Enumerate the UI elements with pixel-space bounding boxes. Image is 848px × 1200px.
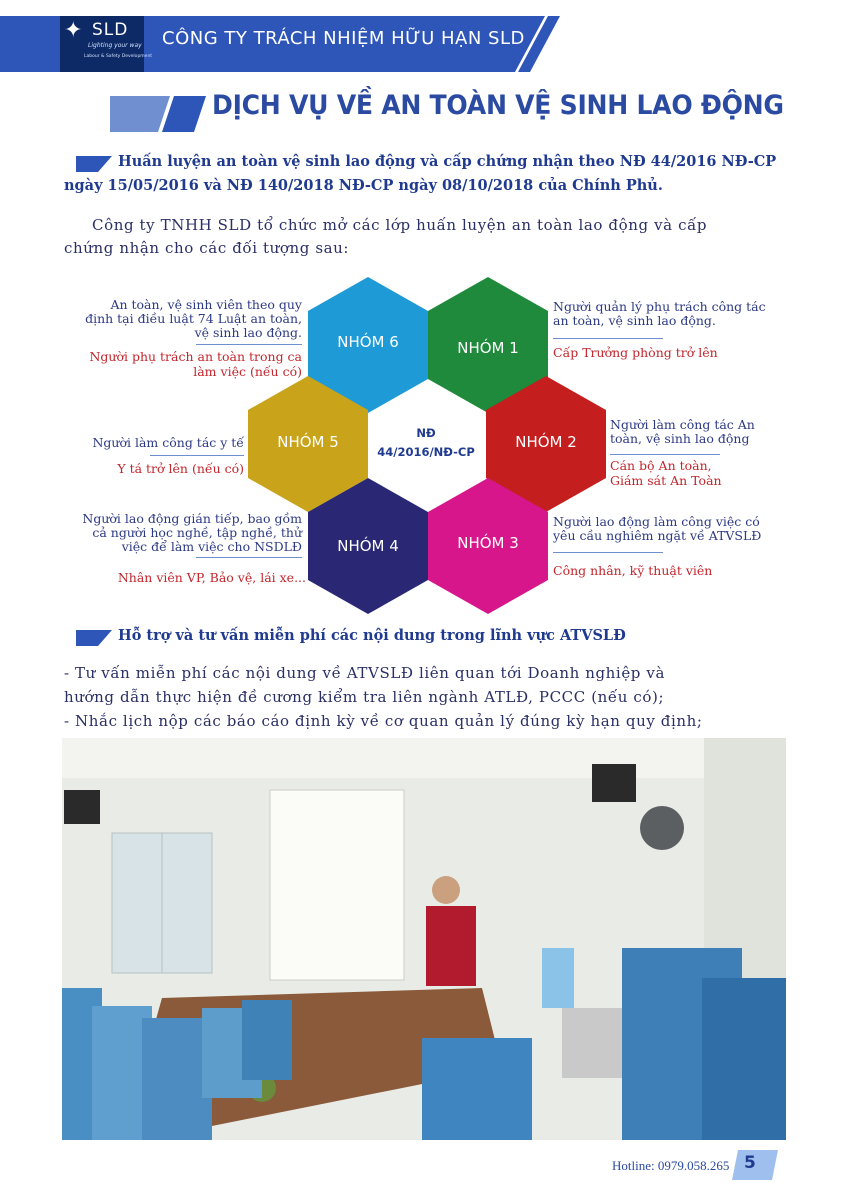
group-1-role: Cấp Trưởng phòng trở lên (553, 345, 718, 360)
hex-group-1-label: NHÓM 1 (457, 339, 519, 357)
intro-text-cont: chứng nhận cho các đối tượng sau: (64, 239, 350, 257)
logo-tagline: Lighting your way (88, 42, 142, 49)
divider (610, 454, 720, 455)
company-name: CÔNG TY TRÁCH NHIỆM HỮU HẠN SLD (162, 28, 525, 49)
group-5-role: Y tá trở lên (nếu có) (117, 461, 244, 476)
section-marker-icon (76, 154, 116, 174)
hex-group-3-label: NHÓM 3 (457, 534, 519, 552)
group-2-role: Cán bộ An toàn, Giám sát An Toàn (610, 458, 722, 488)
intro-text: Công ty TNHH SLD tổ chức mở các lớp huấn luyện an toàn lao động và cấp (92, 216, 708, 234)
group-3-role: Công nhân, kỹ thuật viên (553, 563, 713, 578)
group-4-description: Người lao động gián tiếp, bao gồm cả người học nghề, tập nghề, thử việc để làm việc cho NSDLĐ (82, 511, 302, 554)
section1-heading-cont: ngày 15/05/2016 và NĐ 140/2018 NĐ-CP ngày 08/10/2018 của Chính Phủ. (64, 177, 663, 194)
section2-heading: Hỗ trợ và tư vấn miễn phí các nội dung trong lĩnh vực ATVSLĐ (118, 627, 626, 644)
support-item-1: - Tư vấn miễn phí các nội dung về ATVSLĐ liên quan tới Doanh nghiệp và (64, 664, 665, 682)
group-5-description: Người làm công tác y tế (92, 435, 244, 450)
center-label-line2: 44/2016/NĐ-CP (377, 445, 475, 459)
divider (196, 344, 302, 345)
star-icon: ✦ (64, 18, 83, 43)
divider (196, 557, 302, 558)
hex-group-4-label: NHÓM 4 (337, 537, 399, 555)
logo-text: SLD (92, 20, 129, 40)
group-1-description: Người quản lý phụ trách công tác an toàn, vệ sinh lao động. (553, 299, 766, 328)
section1-heading: Huấn luyện an toàn vệ sinh lao động và cấp chứng nhận theo NĐ 44/2016 NĐ-CP (118, 153, 777, 170)
support-item-1-cont: hướng dẫn thực hiện đề cương kiểm tra liên ngành ATLĐ, PCCC (nếu có); (64, 688, 665, 706)
group-6-description: An toàn, vệ sinh viên theo quy định tại điều luật 74 Luật an toàn, vệ sinh lao động. (85, 297, 302, 340)
group-3-description: Người lao động làm công việc có yêu cầu nghiêm ngặt về ATVSLĐ (553, 514, 762, 543)
group-6-role: Người phụ trách an toàn trong ca làm việc (nếu có) (89, 349, 302, 379)
training-session-photo (62, 738, 786, 1140)
group-2-description: Người làm công tác An toàn, vệ sinh lao động (610, 417, 755, 446)
section-marker-icon (76, 628, 116, 648)
hotline: Hotline: 0979.058.265 (612, 1158, 730, 1173)
center-label-line1: NĐ (416, 426, 436, 440)
divider (553, 338, 663, 339)
logo-subtext: Labour & Safety Development (84, 54, 153, 59)
hex-group-2-label: NHÓM 2 (515, 433, 577, 451)
page-number: 5 (744, 1153, 756, 1173)
hex-group-6-label: NHÓM 6 (337, 333, 399, 351)
divider (553, 552, 663, 553)
support-item-2: - Nhắc lịch nộp các báo cáo định kỳ về cơ quan quản lý đúng kỳ hạn quy định; (64, 712, 703, 730)
divider (150, 455, 244, 456)
hex-group-5-label: NHÓM 5 (277, 433, 339, 451)
group-4-role: Nhân viên VP, Bảo vệ, lái xe... (117, 570, 306, 585)
page-title: DỊCH VỤ VỀ AN TOÀN VỆ SINH LAO ĐỘNG (212, 90, 784, 121)
